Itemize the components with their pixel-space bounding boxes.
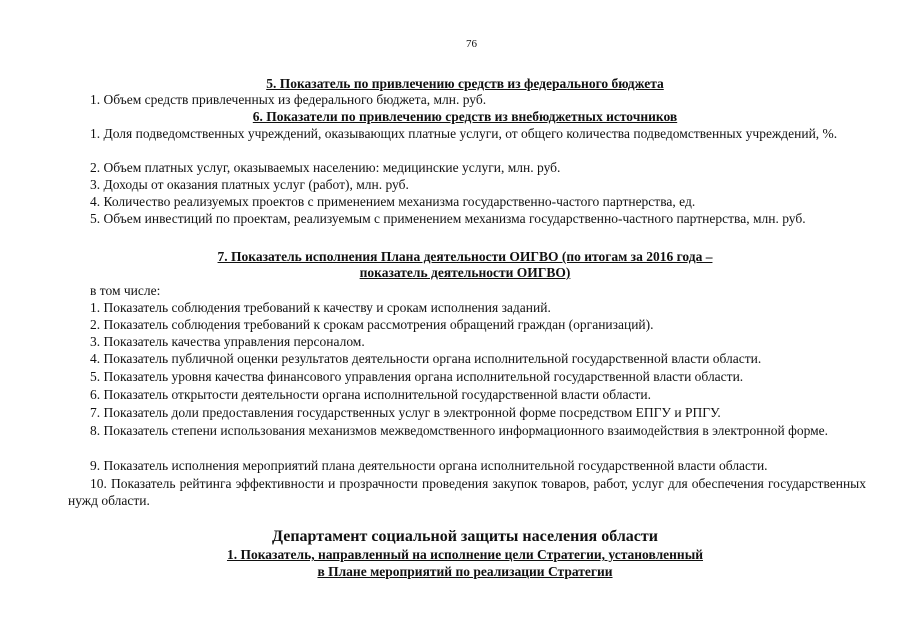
section-6-item-3: 3. Доходы от оказания платных услуг (работ), млн. руб. <box>90 177 409 192</box>
section-7-item-10: 10. Показатель рейтинга эффективности и прозрачности проведения закупок товаров, работ, услуг для обеспечения государственных нужд области. <box>68 476 866 508</box>
section-6-item-5: 5. Объем инвестиций по проектам, реализуемым с применением механизма государственно-частного партнерства, млн. руб. <box>90 211 806 226</box>
section-6-item-4: 4. Количество реализуемых проектов с применением механизма государственно-частого партнерства, ед. <box>90 194 696 209</box>
section-7-item-1: 1. Показатель соблюдения требований к качеству и срокам исполнения заданий. <box>90 300 551 315</box>
page-number: 76 <box>466 38 477 50</box>
section-6-item-2: 2. Объем платных услуг, оказываемых населению: медицинские услуги, млн. руб. <box>90 160 561 175</box>
section-7-item-5: 5. Показатель уровня качества финансового управления органа исполнительной государственной власти области. <box>90 369 744 384</box>
section-5-item-1: 1. Объем средств привлеченных из федерального бюджета, млн. руб. <box>90 92 487 107</box>
section-7-heading-line-2: показатель деятельности ОИГВО) <box>359 265 571 280</box>
department-section-1-heading-line-2: в Плане мероприятий по реализации Стратегии <box>317 564 613 579</box>
section-6-item-1: 1. Доля подведомственных учреждений, оказывающих платные услуги, от общего количества подведомственных учреждений, %. <box>90 126 838 141</box>
section-7-item-8: 8. Показатель степени использования механизмов межведомственного информационного взаимодействия в электронной форме. <box>90 423 829 438</box>
section-7-intro: в том числе: <box>90 283 161 298</box>
department-section-1-heading-line-1: 1. Показатель, направленный на исполнение цели Стратегии, установленный <box>226 547 704 562</box>
section-5-heading: 5. Показатель по привлечению средств из федерального бюджета <box>266 76 664 91</box>
section-7-item-6: 6. Показатель открытости деятельности органа исполнительной государственной власти области. <box>90 387 651 402</box>
section-7-item-7: 7. Показатель доли предоставления государственных услуг в электронной форме посредством ЕПГУ и РПГУ. <box>90 405 721 420</box>
section-7-heading-line-1: 7. Показатель исполнения Плана деятельности ОИГВО (по итогам за 2016 года – <box>217 249 713 264</box>
section-7-item-9: 9. Показатель исполнения мероприятий плана деятельности органа исполнительной государственной власти области. <box>90 458 768 473</box>
section-7-item-3: 3. Показатель качества управления персоналом. <box>90 334 365 349</box>
section-6-heading: 6. Показатели по привлечению средств из внебюджетных источников <box>252 109 678 124</box>
section-7-item-2: 2. Показатель соблюдения требований к срокам рассмотрения обращений граждан (организаций). <box>90 317 654 332</box>
section-7-item-4: 4. Показатель публичной оценки результатов деятельности органа исполнительной государственной власти области. <box>90 351 762 366</box>
department-title: Департамент социальной защиты населения области <box>272 528 658 545</box>
